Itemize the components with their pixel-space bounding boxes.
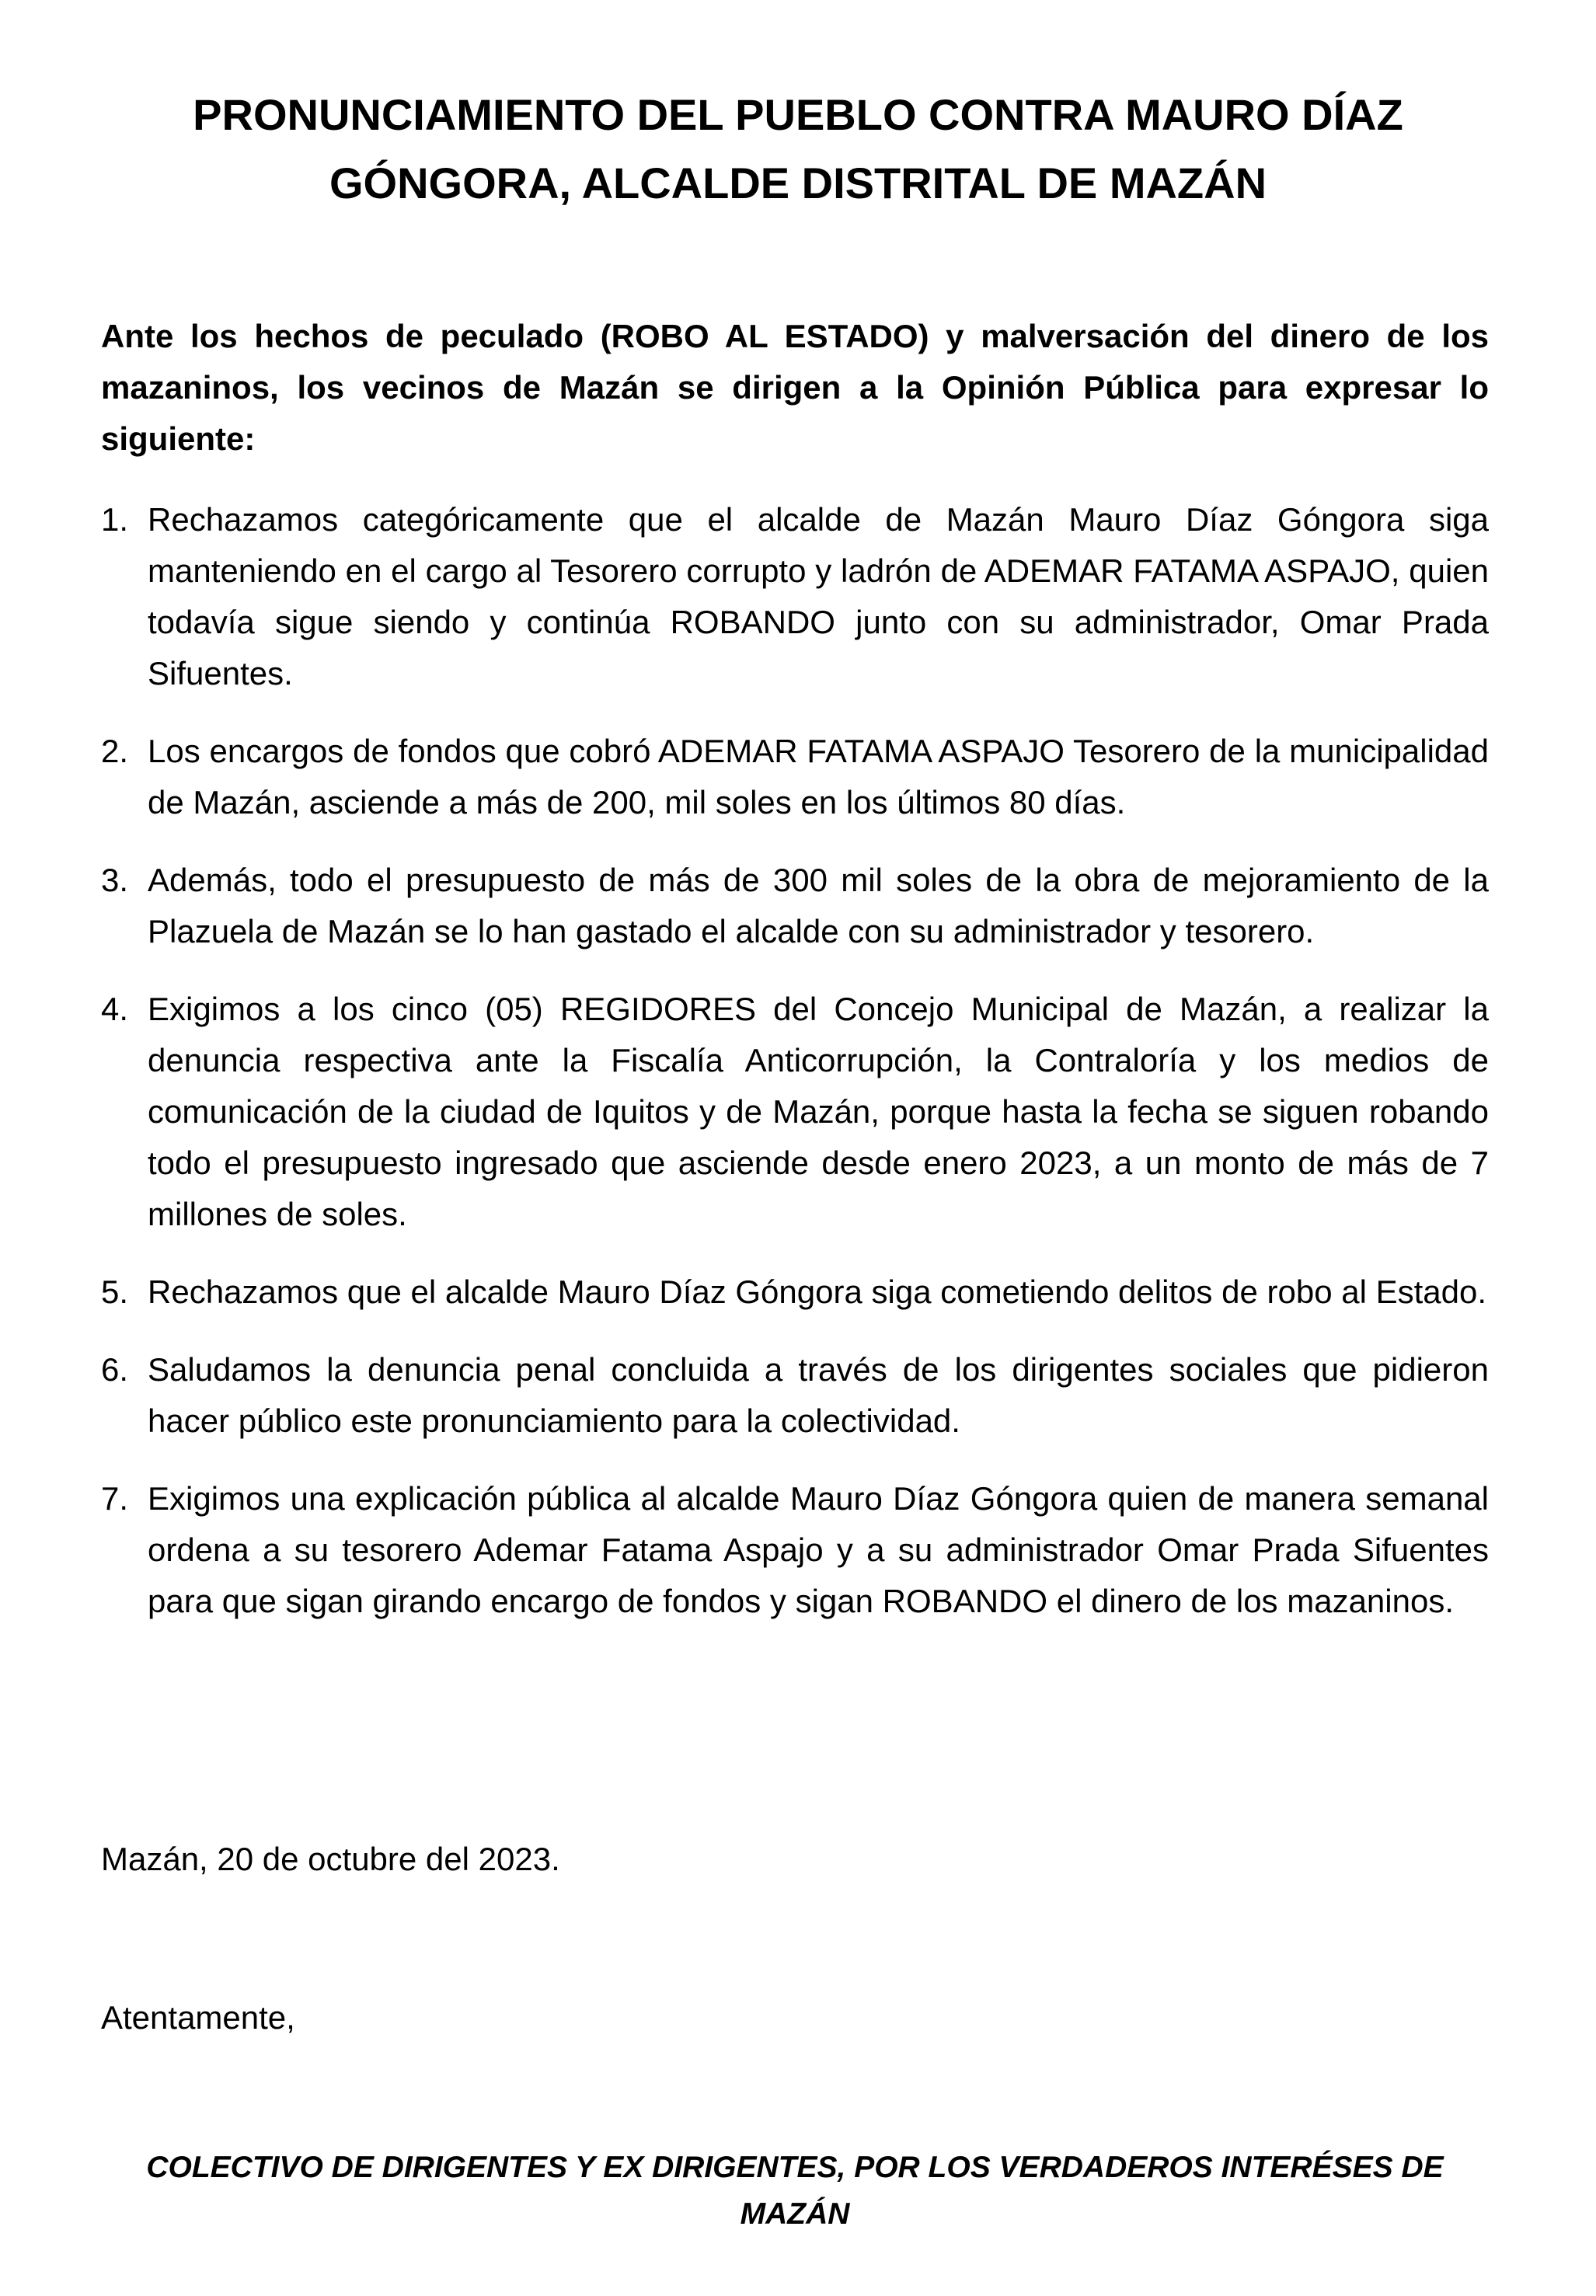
- item-text: Rechazamos categóricamente que el alcalde de Mazán Mauro Díaz Góngora siga manteniendo en el cargo al Tesorero corrupto y ladrón de ADEMAR FATAMA ASPAJO, quien todavía sigue siendo y continúa ROBANDO junto con su administrador, Omar Prada Sifuentes.: [148, 501, 1489, 692]
- item-text: Los encargos de fondos que cobró ADEMAR FATAMA ASPAJO Tesorero de la municipalidad de Mazán, asciende a más de 200, mil soles en los últimos 80 días.: [148, 733, 1489, 820]
- item-number: 6.: [101, 1351, 129, 1388]
- item-text: Además, todo el presupuesto de más de 300 mil soles de la obra de mejoramiento de la Plazuela de Mazán se lo han gastado el alcalde con su administrador y tesorero.: [148, 862, 1489, 949]
- list-item: [101, 726, 1489, 828]
- list-item: [101, 984, 1489, 1240]
- list-item: [101, 855, 1489, 957]
- date-line: Mazán, 20 de octubre del 2023.: [101, 1841, 560, 1877]
- item-number: 3.: [101, 862, 129, 898]
- intro-paragraph: Ante los hechos de peculado (ROBO AL ESTADO) y malversación del dinero de los mazaninos, los vecinos de Mazán se dirigen a la Opinión Pública para expresar lo siguiente:: [101, 318, 1489, 457]
- item-text: Saludamos la denuncia penal concluida a través de los dirigentes sociales que pidieron hacer público este pronunciamiento para la colectividad.: [148, 1351, 1489, 1439]
- item-text: Exigimos a los cinco (05) REGIDORES del Concejo Municipal de Mazán, a realizar la denuncia respectiva ante la Fiscalía Anticorrupción, la Contraloría y los medios de comunicación de la ciudad de Iquitos y de Mazán, porque hasta la fecha se siguen robando todo el presupuesto ingresado que asciende desde enero 2023, a un monto de más de 7 millones de soles.: [148, 991, 1489, 1232]
- list-item: [101, 1473, 1489, 1627]
- document-title: [140, 81, 1456, 218]
- signature-line: COLECTIVO DE DIRIGENTES Y EX DIRIGENTES, POR LOS VERDADEROS INTERÉSES DE MAZÁN: [146, 2151, 1444, 2231]
- item-number: 5.: [101, 1273, 129, 1310]
- closing-salutation: Atentamente,: [101, 1999, 295, 2036]
- item-text: Exigimos una explicación pública al alcalde Mauro Díaz Góngora quien de manera semanal ordena a su tesorero Ademar Fatama Aspajo y a su administrador Omar Prada Sifuentes para que sigan girando encargo de fondos y sigan ROBANDO el dinero de los mazaninos.: [148, 1480, 1489, 1619]
- list-item: [101, 1266, 1489, 1318]
- list-item: [101, 494, 1489, 699]
- title-line-1: PRONUNCIAMIENTO DEL PUEBLO CONTRA MAURO DÍAZ: [193, 90, 1403, 139]
- item-number: 4.: [101, 991, 129, 1027]
- item-number: 1.: [101, 501, 129, 538]
- item-text: Rechazamos que el alcalde Mauro Díaz Góngora siga cometiendo delitos de robo al Estado.: [148, 1273, 1487, 1310]
- item-number: 7.: [101, 1480, 129, 1517]
- list-item: [101, 1344, 1489, 1447]
- title-line-2: GÓNGORA, ALCALDE DISTRITAL DE MAZÁN: [329, 159, 1267, 207]
- item-number: 2.: [101, 733, 129, 769]
- statement-list: [101, 494, 1489, 1653]
